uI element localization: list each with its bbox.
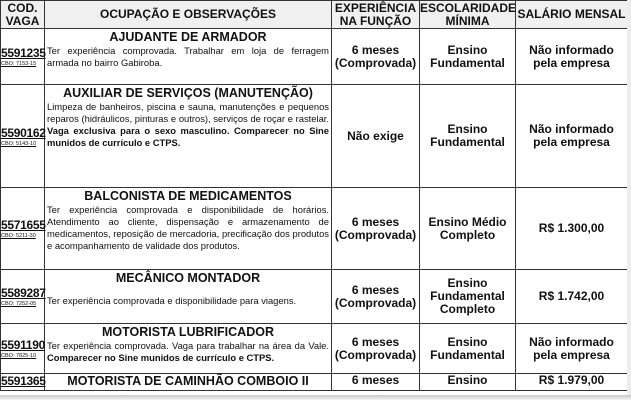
job-code: 5571655: [1, 218, 46, 232]
occupation-note: Comparecer no Sine munidos de currículo e CTPS.: [47, 352, 275, 363]
occupation-cell: [45, 85, 332, 188]
occupation-cell: [45, 324, 332, 374]
job-code: 5589287: [1, 286, 46, 300]
salary-cell: Não informado pela empresa: [516, 29, 628, 85]
code-cell: [1, 270, 45, 324]
table-row: [1, 374, 628, 391]
experience-cell: Não exige: [332, 85, 420, 188]
experience-cell: 6 meses (Comprovada): [332, 188, 420, 270]
occupation-title: AJUDANTE DE ARMADOR: [109, 30, 267, 44]
cbo-code: CBO: 7825-10: [1, 353, 37, 359]
occupation-desc: Limpeza de banheiros, piscina e sauna, manutenções e pequenos reparos (hidráulicos, pinturas e outros), serviços de roçar e rastelar. Vaga exclusiva para o sexo masculino. Comparecer no Sine munidos de currículo e CTPS.: [47, 101, 329, 148]
code-cell: [1, 85, 45, 188]
experience-cell: 6 meses: [332, 374, 420, 391]
occupation-title: AUXILIAR DE SERVIÇOS (MANUTENÇÃO): [63, 86, 313, 100]
table-row: [1, 188, 628, 270]
salary-cell: Não informado pela empresa: [516, 85, 628, 188]
salary-cell: R$ 1.742,00: [516, 270, 628, 324]
job-code: 5590162: [1, 125, 46, 140]
header-row: [1, 1, 628, 29]
page-bottom-shadow: [0, 395, 631, 400]
table-row: [1, 85, 628, 188]
header-occupation: OCUPAÇÃO E OBSERVAÇÕES: [45, 1, 332, 29]
schooling-cell: Ensino Médio Completo: [420, 188, 516, 270]
table-row: [1, 324, 628, 374]
header-salary: SALÁRIO MENSAL: [516, 1, 628, 29]
salary-cell: Não informado pela empresa: [516, 324, 628, 374]
cbo-code: CBO: 5211-30: [1, 233, 36, 239]
occupation-title: MECÂNICO MONTADOR: [115, 271, 261, 285]
occupation-title: MOTORISTA DE CAMINHÃO COMBOIO II: [67, 374, 309, 388]
cbo-code: CBO: 5143-10: [1, 140, 37, 147]
occupation-cell: [45, 270, 332, 324]
occupation-title: MOTORISTA LUBRIFICADOR: [102, 325, 274, 339]
table-row: [1, 29, 628, 85]
job-code: 5591365: [1, 374, 46, 388]
code-cell: [1, 374, 45, 391]
occupation-desc: Ter experiência comprovada e disponibilidade de horários. Atendimento ao cliente, dispensação e armazenamento de medicamentos, reposição de mercadoria, precificação dos produtos e acompanhamento de validade dos produtos.: [47, 204, 329, 251]
code-cell: [1, 188, 45, 270]
occupation-desc: Ter experiência comprovada. Trabalhar em loja de ferragem armada no bairro Gabiroba.: [47, 45, 329, 68]
cbo-code: CBO: 7153-15: [1, 61, 37, 67]
code-cell: [1, 324, 45, 374]
code-cell: [1, 29, 45, 85]
schooling-cell: Ensino Fundamental: [420, 85, 516, 188]
cbo-code: CBO: 7252-05: [1, 301, 37, 307]
occupation-desc: Ter experiência comprovada e disponibilidade para viagens.: [47, 295, 297, 306]
occupation-desc: Ter experiência comprovada. Vaga para trabalhar na área da Vale. Comparecer no Sine munidos de currículo e CTPS.: [47, 340, 329, 363]
schooling-cell: Ensino Fundamental: [420, 29, 516, 85]
occupation-cell: [45, 188, 332, 270]
experience-cell: 6 meses (Comprovada): [332, 324, 420, 374]
salary-cell: R$ 1.979,00: [516, 374, 628, 391]
header-experience: EXPERIÊNCIA NA FUNÇÃO: [332, 1, 420, 29]
header-schooling: ESCOLARIDADE MÍNIMA: [420, 0, 517, 28]
table-row: [1, 270, 628, 324]
job-code: 5591190: [1, 338, 45, 352]
page-edge-shadow: [627, 0, 631, 400]
schooling-cell: Ensino Fundamental: [420, 324, 516, 374]
occupation-cell: [45, 29, 332, 85]
experience-cell: 6 meses (Comprovada): [332, 29, 420, 85]
salary-cell: R$ 1.300,00: [516, 188, 628, 270]
job-code: 5591235: [1, 46, 46, 60]
experience-cell: 6 meses (Comprovada): [332, 270, 420, 324]
header-code: COD. VAGA: [1, 1, 45, 29]
schooling-cell: Ensino: [420, 374, 516, 391]
occupation-title: BALCONISTA DE MEDICAMENTOS: [84, 189, 292, 203]
occupation-cell: [45, 374, 332, 391]
schooling-cell: Ensino Fundamental Completo: [420, 270, 516, 324]
occupation-note: Vaga exclusiva para o sexo masculino. Comparecer no Sine munidos de currículo e CTPS.: [47, 125, 329, 148]
